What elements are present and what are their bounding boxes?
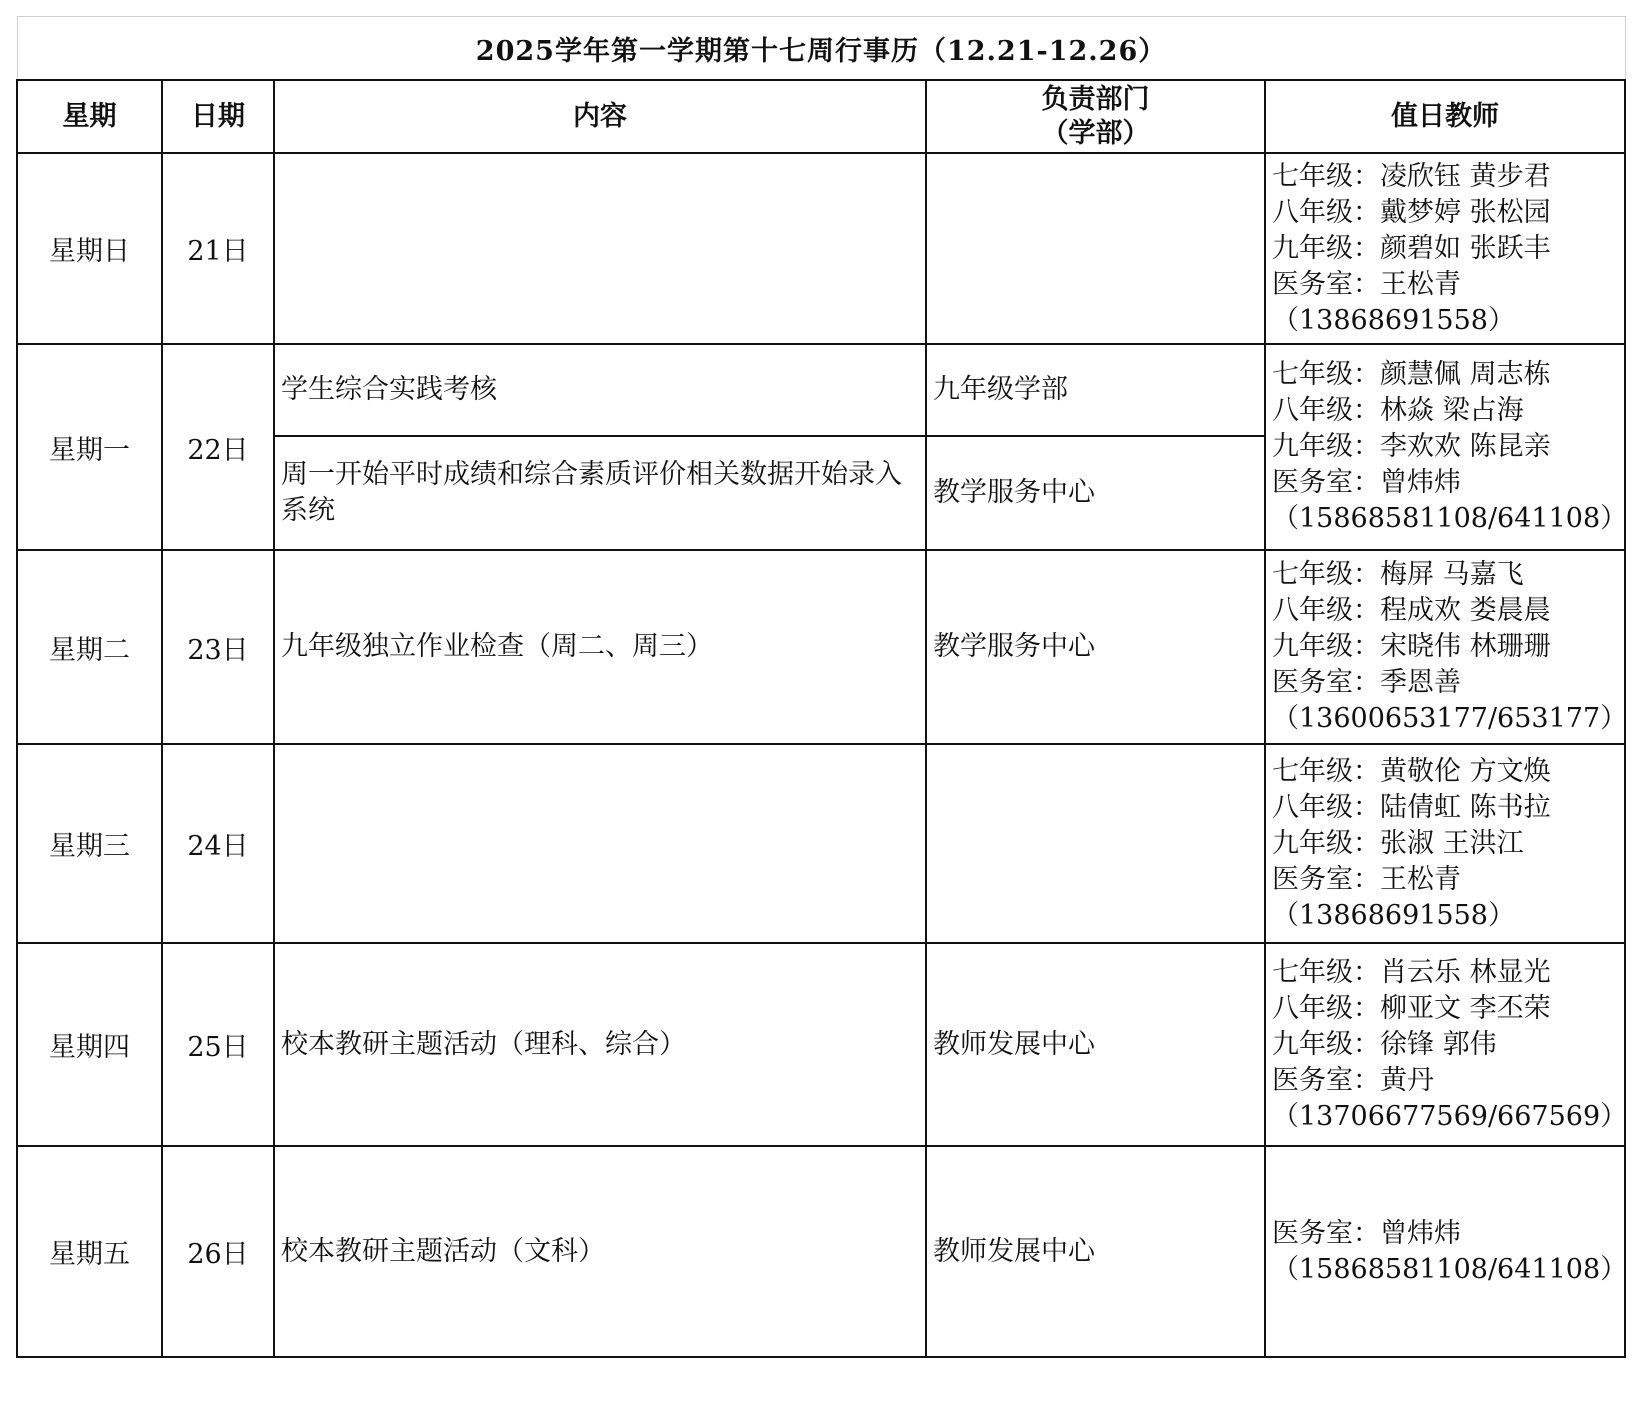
- duty-line: （15868581108/641108）: [1272, 503, 1628, 534]
- duty-teachers-cell: [1265, 943, 1628, 1146]
- duty-line: 八年级：陆倩虹 陈书拉: [1272, 791, 1551, 823]
- dept-cell: 教学服务中心: [926, 436, 1265, 550]
- table-row: [17, 1146, 1625, 1357]
- duty-line: 七年级：黄敬伦 方文焕: [1272, 755, 1551, 787]
- header-duty: 值日教师: [1265, 80, 1625, 153]
- date-cell: 23日: [162, 550, 274, 744]
- duty-line: 九年级：宋晓伟 林珊珊: [1272, 631, 1551, 662]
- table-row: [17, 550, 1625, 744]
- page-title: 2025学年第一学期第十七周行事历（12.21-12.26）: [17, 17, 1625, 81]
- table-row: [17, 344, 1625, 436]
- date-cell: 22日: [162, 344, 274, 550]
- duty-teachers-cell: [1265, 744, 1625, 943]
- dept-cell: 教师发展中心: [926, 943, 1265, 1146]
- schedule-table: [16, 16, 1626, 1358]
- duty-line: （13600653177/653177）: [1272, 703, 1628, 734]
- duty-line: 医务室：王松青: [1272, 863, 1461, 895]
- duty-teachers-cell: [1265, 550, 1628, 744]
- content-cell: 校本教研主题活动（理科、综合）: [274, 943, 926, 1146]
- dept-cell: [926, 744, 1265, 943]
- header-dept: [926, 80, 1265, 153]
- content-cell: 九年级独立作业检查（周二、周三）: [274, 550, 926, 744]
- duty-teachers-cell: [1265, 1146, 1628, 1357]
- header-row: [17, 80, 1625, 153]
- duty-line: 九年级：张淑 王洪江: [1272, 827, 1524, 859]
- duty-line: 医务室：曾炜炜: [1272, 467, 1461, 498]
- dept-cell: 教师发展中心: [926, 1146, 1265, 1357]
- weekday-cell: 星期三: [17, 744, 162, 943]
- duty-line: 七年级：梅屏 马嘉飞: [1272, 559, 1524, 590]
- duty-line: （13868691558）: [1272, 899, 1515, 931]
- dept-cell: 九年级学部: [926, 344, 1265, 436]
- content-cell: 学生综合实践考核: [274, 344, 926, 436]
- table-row: [17, 153, 1625, 344]
- title-row: [17, 17, 1625, 81]
- duty-line: 八年级：林焱 梁占海: [1272, 395, 1524, 426]
- duty-teachers-cell: [1265, 344, 1628, 550]
- duty-line: 九年级：颜碧如 张跃丰: [1272, 232, 1551, 264]
- date-cell: 25日: [162, 943, 274, 1146]
- duty-line: 医务室：王松青: [1272, 268, 1461, 300]
- weekday-cell: 星期一: [17, 344, 162, 550]
- duty-line: 医务室：曾炜炜: [1272, 1217, 1461, 1249]
- duty-line: 八年级：程成欢 娄晨晨: [1272, 595, 1551, 626]
- weekday-cell: 星期四: [17, 943, 162, 1146]
- duty-line: 七年级：凌欣钰 黄步君: [1272, 160, 1551, 192]
- dept-cell: [926, 153, 1265, 344]
- date-cell: 21日: [162, 153, 274, 344]
- weekday-cell: 星期二: [17, 550, 162, 744]
- header-dept-line1: 负责部门: [1041, 83, 1150, 115]
- duty-line: 七年级：颜慧佩 周志栋: [1272, 359, 1551, 390]
- content-cell: [274, 744, 926, 943]
- header-weekday: 星期: [17, 80, 162, 153]
- duty-line: 七年级：肖云乐 林显光: [1272, 956, 1551, 988]
- duty-line: 九年级：李欢欢 陈昆亲: [1272, 431, 1551, 462]
- duty-line: （15868581108/641108）: [1272, 1253, 1628, 1285]
- duty-line: 八年级：柳亚文 李丕荣: [1272, 992, 1551, 1024]
- duty-line: 八年级：戴梦婷 张松园: [1272, 196, 1551, 228]
- header-content: 内容: [274, 80, 926, 153]
- duty-line: 医务室：季恩善: [1272, 667, 1461, 698]
- duty-line: 九年级：徐锋 郭伟: [1272, 1028, 1497, 1060]
- date-cell: 24日: [162, 744, 274, 943]
- duty-line: （13706677569/667569）: [1272, 1100, 1628, 1132]
- content-cell: 校本教研主题活动（文科）: [274, 1146, 926, 1357]
- header-dept-line2: （学部）: [1041, 117, 1150, 149]
- content-cell: [274, 153, 926, 344]
- duty-line: 医务室：黄丹: [1272, 1064, 1434, 1096]
- table-row: [17, 943, 1625, 1146]
- dept-cell: 教学服务中心: [926, 550, 1265, 744]
- content-cell: 周一开始平时成绩和综合素质评价相关数据开始录入系统: [274, 436, 926, 550]
- schedule-sheet: [16, 16, 1626, 1358]
- table-row: [17, 744, 1625, 943]
- duty-teachers-cell: [1265, 153, 1625, 344]
- header-date: 日期: [162, 80, 274, 153]
- weekday-cell: 星期五: [17, 1146, 162, 1357]
- date-cell: 26日: [162, 1146, 274, 1357]
- duty-line: （13868691558）: [1272, 304, 1515, 336]
- weekday-cell: 星期日: [17, 153, 162, 344]
